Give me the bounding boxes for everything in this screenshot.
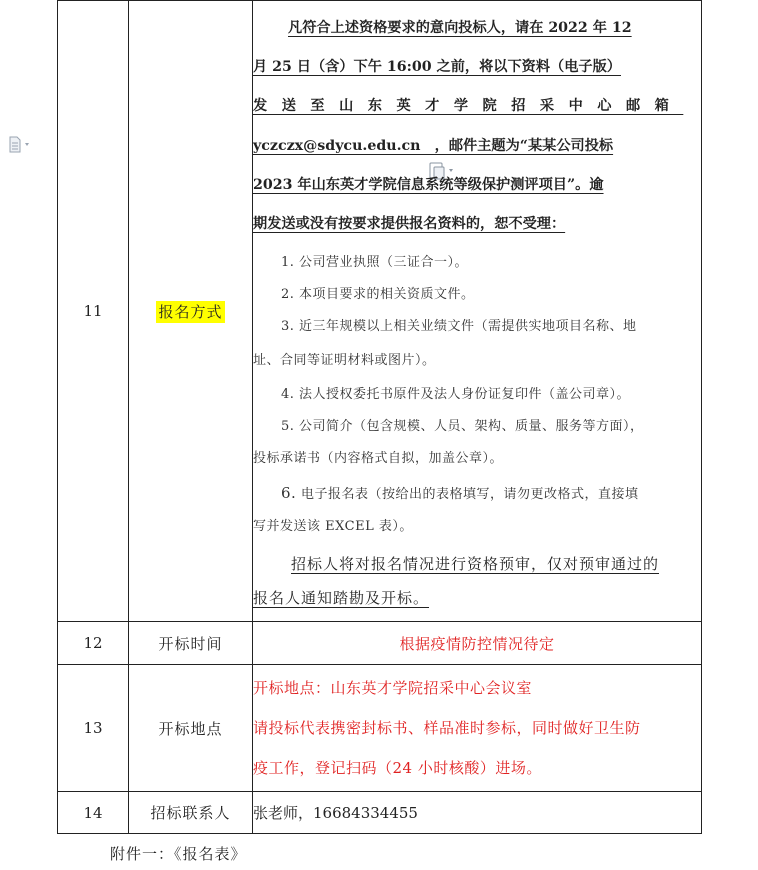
notice-line: 报名人通知踏勘及开标。 — [253, 589, 430, 608]
paragraph-line: 凡符合上述资格要求的意向投标人，请在 2022 年 12 — [288, 20, 632, 36]
row-number: 14 — [58, 792, 129, 834]
opening-location-content — [253, 665, 702, 792]
requirement-paragraph — [253, 1, 701, 244]
table-row — [58, 622, 702, 665]
list-item: 2. 本项目要求的相关资质文件。 — [281, 287, 475, 303]
row-number: 13 — [58, 665, 129, 792]
prequalification-notice — [253, 547, 701, 615]
paragraph-line: 月 25 日（含）下午 16:00 之前，将以下资料（电子版） — [253, 59, 621, 76]
paragraph-line: 发送至山东英才学院招采中心邮箱 — [253, 98, 684, 115]
required-documents-list — [253, 247, 701, 543]
row-number: 11 — [58, 1, 129, 622]
list-item: 投标承诺书（内容格式自拟，加盖公章）。 — [253, 451, 504, 467]
row-label — [129, 1, 253, 622]
row-label: 开标时间 — [129, 622, 253, 665]
contact-value: 张老师，16684334455 — [253, 792, 702, 834]
list-item: 址、合同等证明材料或图片）。 — [253, 353, 436, 369]
item-text: 电子报名表（按给出的表格填写，请勿更改格式，直接填 — [300, 487, 639, 503]
bid-info-table — [57, 0, 702, 834]
highlighted-label: 报名方式 — [158, 302, 223, 321]
paragraph-line: 期发送或没有按要求提供报名资料的，恕不受理： — [253, 215, 566, 232]
paragraph-line: 2023 年山东英才学院信息系统等级保护测评项目”。逾 — [253, 176, 604, 193]
location-line: 请投标代表携密封标书、样品准时参标，同时做好卫生防 — [253, 719, 641, 737]
list-item: 写并发送该 EXCEL 表）。 — [253, 519, 413, 535]
list-item: 5. 公司简介（包含规模、人员、架构、质量、服务等方面）， — [281, 419, 644, 435]
table-row — [58, 665, 702, 792]
location-line: 疫工作，登记扫码（24 小时核酸）进场。 — [253, 759, 542, 777]
table-row — [58, 792, 702, 834]
list-item: 4. 法人授权委托书原件及法人身份证复印件（盖公司章）。 — [281, 387, 631, 403]
registration-content — [253, 1, 702, 622]
opening-time-value: 根据疫情防控情况待定 — [253, 622, 702, 665]
list-item: 3. 近三年规模以上相关业绩文件（需提供实地项目名称、地 — [281, 319, 637, 335]
attachment-note: 附件一：《报名表》 — [110, 845, 247, 863]
paragraph-line: yczczx@sdycu.edu.cn ，邮件主题为“某某公司投标 — [253, 137, 614, 154]
location-line: 开标地点：山东英才学院招采中心会议室 — [253, 679, 533, 697]
list-item: 1. 公司营业执照（三证合一）。 — [281, 255, 469, 271]
row-label: 招标联系人 — [129, 792, 253, 834]
list-item — [253, 475, 701, 511]
notice-line: 招标人将对报名情况进行资格预审，仅对预审通过的 — [291, 555, 660, 574]
item-number: 6. — [281, 484, 297, 503]
document-icon[interactable] — [8, 136, 32, 154]
row-number: 12 — [58, 622, 129, 665]
row-label: 开标地点 — [129, 665, 253, 792]
table-row — [58, 1, 702, 622]
